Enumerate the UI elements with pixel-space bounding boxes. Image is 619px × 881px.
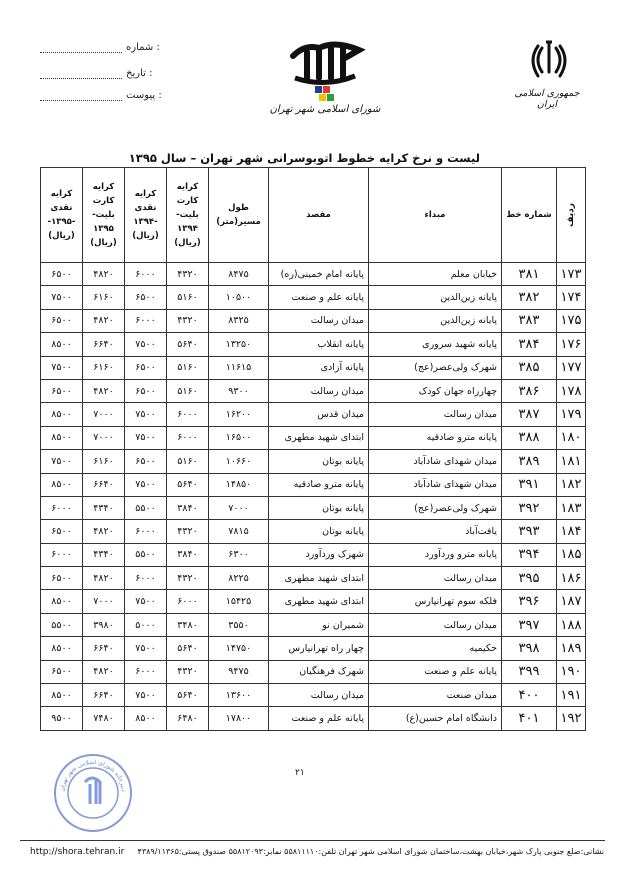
cell-destination: شهرک فرهنگیان xyxy=(269,660,369,683)
cell-length: ۱۴۸۵۰ xyxy=(209,473,269,496)
cell-origin: پایانه مترو صادقیه xyxy=(369,426,502,449)
table-row xyxy=(41,520,586,543)
cell-card-1394: ۴۳۲۰ xyxy=(167,309,209,332)
cell-cash-1394: ۶۰۰۰ xyxy=(125,263,167,286)
cell-card-1395: ۴۸۲۰ xyxy=(83,567,125,590)
cell-origin: حکیمیه xyxy=(369,637,502,660)
cell-destination: میدان رسالت xyxy=(269,379,369,402)
cell-card-1394: ۴۳۲۰ xyxy=(167,660,209,683)
cell-card-1395: ۷۰۰۰ xyxy=(83,590,125,613)
cell-cash-1394: ۵۵۰۰ xyxy=(125,543,167,566)
cell-cash-1394: ۸۵۰۰ xyxy=(125,707,167,730)
table-header-row xyxy=(41,168,586,263)
cell-origin: پایانه زین‌الدین xyxy=(369,286,502,309)
cell-row-no: ۱۹۰ xyxy=(557,660,586,683)
cell-card-1395: ۶۶۴۰ xyxy=(83,473,125,496)
cell-card-1395: ۴۸۲۰ xyxy=(83,263,125,286)
cell-row-no: ۱۸۰ xyxy=(557,426,586,449)
cell-cash-1394: ۶۰۰۰ xyxy=(125,520,167,543)
table-row xyxy=(41,496,586,519)
cell-origin: دانشگاه امام حسین(ع) xyxy=(369,707,502,730)
cell-destination: میدان رسالت xyxy=(269,684,369,707)
cell-destination: پایانه علم و صنعت xyxy=(269,707,369,730)
table-row xyxy=(41,590,586,613)
cell-cash-1395: ۸۵۰۰ xyxy=(41,333,83,356)
cell-length: ۹۴۷۵ xyxy=(209,660,269,683)
cell-destination: ابتدای شهید مطهری xyxy=(269,426,369,449)
council-logo-icon xyxy=(285,38,365,108)
cell-card-1394: ۳۸۴۰ xyxy=(167,496,209,519)
cell-line-no: ۳۹۱ xyxy=(502,473,557,496)
cell-length: ۸۴۷۵ xyxy=(209,263,269,286)
cell-origin: میدان صنعت xyxy=(369,684,502,707)
cell-origin: شهرک ولی‌عصر(عج) xyxy=(369,496,502,519)
cell-card-1395: ۶۶۴۰ xyxy=(83,333,125,356)
cell-row-no: ۱۸۲ xyxy=(557,473,586,496)
cell-line-no: ۳۹۴ xyxy=(502,543,557,566)
fare-table xyxy=(40,167,586,731)
cell-row-no: ۱۸۳ xyxy=(557,496,586,519)
cell-line-no: ۳۸۲ xyxy=(502,286,557,309)
cell-origin: پایانه مترو وردآورد xyxy=(369,543,502,566)
page-number: ۲۱ xyxy=(295,768,305,778)
cell-line-no: ۳۹۷ xyxy=(502,613,557,636)
cell-destination: پایانه انقلاب xyxy=(269,333,369,356)
header-cash-1395: کرایه نقدی -۱۳۹۵- (ریال) xyxy=(41,168,83,263)
cell-line-no: ۳۹۳ xyxy=(502,520,557,543)
cell-card-1394: ۵۱۶۰ xyxy=(167,450,209,473)
cell-destination: ابتدای شهید مطهری xyxy=(269,567,369,590)
cell-cash-1395: ۶۵۰۰ xyxy=(41,520,83,543)
cell-length: ۱۳۲۵۰ xyxy=(209,333,269,356)
cell-length: ۷۰۰۰ xyxy=(209,496,269,519)
cell-line-no: ۳۸۵ xyxy=(502,356,557,379)
cell-card-1394: ۴۳۲۰ xyxy=(167,263,209,286)
logo-tile-yellow xyxy=(319,94,326,101)
table-row xyxy=(41,309,586,332)
cell-card-1394: ۶۴۸۰ xyxy=(167,707,209,730)
cell-cash-1394: ۶۰۰۰ xyxy=(125,309,167,332)
header-line-no: شماره خط xyxy=(502,168,557,263)
council-stamp xyxy=(52,752,134,834)
table-row xyxy=(41,333,586,356)
cell-length: ۸۳۲۵ xyxy=(209,309,269,332)
cell-length: ۱۶۵۰۰ xyxy=(209,426,269,449)
cell-card-1395: ۶۱۶۰ xyxy=(83,286,125,309)
table-row xyxy=(41,613,586,636)
table-row xyxy=(41,426,586,449)
cell-length: ۷۸۱۵ xyxy=(209,520,269,543)
cell-line-no: ۳۹۲ xyxy=(502,496,557,519)
cell-destination: شهرک وردآورد xyxy=(269,543,369,566)
cell-cash-1395: ۶۰۰۰ xyxy=(41,496,83,519)
cell-cash-1395: ۸۵۰۰ xyxy=(41,637,83,660)
cell-destination: پایانه علم و صنعت xyxy=(269,286,369,309)
cell-card-1394: ۶۰۰۰ xyxy=(167,426,209,449)
cell-length: ۶۳۰۰ xyxy=(209,543,269,566)
cell-length: ۱۷۸۰۰ xyxy=(209,707,269,730)
cell-line-no: ۴۰۱ xyxy=(502,707,557,730)
cell-row-no: ۱۷۹ xyxy=(557,403,586,426)
cell-line-no: ۳۸۷ xyxy=(502,403,557,426)
cell-card-1395: ۶۶۴۰ xyxy=(83,684,125,707)
cell-line-no: ۴۰۰ xyxy=(502,684,557,707)
cell-origin: پایانه علم و صنعت xyxy=(369,660,502,683)
cell-length: ۱۰۵۰۰ xyxy=(209,286,269,309)
cell-destination: پایانه مترو صادقیه xyxy=(269,473,369,496)
cell-length: ۱۱۶۱۵ xyxy=(209,356,269,379)
cell-card-1394: ۵۶۴۰ xyxy=(167,637,209,660)
cell-card-1394: ۶۰۰۰ xyxy=(167,403,209,426)
table-row xyxy=(41,379,586,402)
table-row xyxy=(41,660,586,683)
cell-card-1395: ۷۰۰۰ xyxy=(83,426,125,449)
cell-cash-1394: ۶۵۰۰ xyxy=(125,356,167,379)
cell-card-1394: ۳۴۸۰ xyxy=(167,613,209,636)
cell-cash-1394: ۶۵۰۰ xyxy=(125,286,167,309)
cell-cash-1395: ۶۵۰۰ xyxy=(41,309,83,332)
table-row xyxy=(41,286,586,309)
cell-length: ۱۰۶۶۰ xyxy=(209,450,269,473)
cell-row-no: ۱۸۱ xyxy=(557,450,586,473)
date-field xyxy=(40,68,152,79)
cell-card-1395: ۶۱۶۰ xyxy=(83,450,125,473)
table-row xyxy=(41,567,586,590)
number-label: شماره : xyxy=(126,42,160,53)
cell-origin: شهرک ولی‌عصر(عج) xyxy=(369,356,502,379)
cell-cash-1394: ۶۵۰۰ xyxy=(125,450,167,473)
cell-card-1395: ۴۸۲۰ xyxy=(83,379,125,402)
cell-destination: پایانه آزادی xyxy=(269,356,369,379)
cell-card-1395: ۴۳۴۰ xyxy=(83,496,125,519)
table-row xyxy=(41,450,586,473)
cell-origin: خیابان معلم xyxy=(369,263,502,286)
date-label: تاریخ : xyxy=(126,68,153,79)
stamp-text: دبیرخانه شورای اسلامی شهر تهران xyxy=(58,758,127,793)
cell-cash-1394: ۷۵۰۰ xyxy=(125,590,167,613)
cell-cash-1395: ۶۵۰۰ xyxy=(41,263,83,286)
footer-address: نشانی:ضلع جنوبی پارک شهر،خیابان بهشت،ساختمان شورای اسلامی شهر تهران تلفن:۵۵۸۱۱۱۱۰ نمابر:۵۵۸۱۲۰۹۳ صندوق پستی:۴۳۸۹/۱۱۳۶۵ xyxy=(137,847,604,856)
cell-row-no: ۱۷۸ xyxy=(557,379,586,402)
cell-destination: ابتدای شهید مطهری xyxy=(269,590,369,613)
national-emblem-icon xyxy=(528,38,570,82)
table-row xyxy=(41,356,586,379)
table-row xyxy=(41,637,586,660)
cell-line-no: ۳۸۸ xyxy=(502,426,557,449)
cell-cash-1395: ۸۵۰۰ xyxy=(41,684,83,707)
cell-row-no: ۱۷۶ xyxy=(557,333,586,356)
header-row-no: ردیف xyxy=(557,168,586,263)
cell-destination: پایانه بوتان xyxy=(269,450,369,473)
cell-destination: شمیران نو xyxy=(269,613,369,636)
cell-cash-1395: ۸۵۰۰ xyxy=(41,473,83,496)
cell-cash-1395: ۷۵۰۰ xyxy=(41,286,83,309)
cell-line-no: ۳۸۱ xyxy=(502,263,557,286)
cell-origin: یافت‌آباد xyxy=(369,520,502,543)
cell-origin: میدان شهدای شادآباد xyxy=(369,473,502,496)
cell-row-no: ۱۹۲ xyxy=(557,707,586,730)
footer-url[interactable]: http://shora.tehran.ir xyxy=(30,847,125,857)
cell-line-no: ۳۹۹ xyxy=(502,660,557,683)
cell-origin: میدان رسالت xyxy=(369,403,502,426)
country-name: جمهوری اسلامی ایران xyxy=(514,88,580,110)
cell-cash-1395: ۸۵۰۰ xyxy=(41,403,83,426)
cell-card-1394: ۴۳۲۰ xyxy=(167,520,209,543)
cell-line-no: ۳۸۶ xyxy=(502,379,557,402)
cell-destination: میدان قدس xyxy=(269,403,369,426)
council-name: شورای اسلامی شهر تهران xyxy=(269,104,381,115)
cell-row-no: ۱۸۴ xyxy=(557,520,586,543)
cell-line-no: ۳۹۸ xyxy=(502,637,557,660)
header-origin: مبداء xyxy=(369,168,502,263)
header-destination: مقصد xyxy=(269,168,369,263)
cell-card-1395: ۶۱۶۰ xyxy=(83,356,125,379)
attachment-label: پیوست : xyxy=(126,90,162,101)
cell-line-no: ۳۹۵ xyxy=(502,567,557,590)
cell-cash-1395: ۶۵۰۰ xyxy=(41,379,83,402)
cell-card-1394: ۳۸۴۰ xyxy=(167,543,209,566)
cell-cash-1394: ۷۵۰۰ xyxy=(125,473,167,496)
cell-card-1394: ۴۳۲۰ xyxy=(167,567,209,590)
cell-destination: چهار راه تهرانپارس xyxy=(269,637,369,660)
footer-divider xyxy=(20,840,605,841)
cell-destination: میدان رسالت xyxy=(269,309,369,332)
cell-row-no: ۱۸۷ xyxy=(557,590,586,613)
cell-cash-1395: ۸۵۰۰ xyxy=(41,426,83,449)
cell-origin: فلکه سوم تهرانپارس xyxy=(369,590,502,613)
cell-destination: پایانه بوتان xyxy=(269,520,369,543)
cell-card-1395: ۶۶۴۰ xyxy=(83,637,125,660)
cell-card-1395: ۴۸۲۰ xyxy=(83,660,125,683)
cell-card-1394: ۵۶۴۰ xyxy=(167,684,209,707)
cell-length: ۱۵۴۲۵ xyxy=(209,590,269,613)
cell-card-1395: ۴۸۲۰ xyxy=(83,520,125,543)
attachment-field xyxy=(40,90,162,101)
cell-row-no: ۱۸۹ xyxy=(557,637,586,660)
cell-card-1395: ۴۳۴۰ xyxy=(83,543,125,566)
cell-row-no: ۱۷۳ xyxy=(557,263,586,286)
cell-card-1394: ۵۶۴۰ xyxy=(167,333,209,356)
cell-row-no: ۱۸۵ xyxy=(557,543,586,566)
cell-line-no: ۳۸۹ xyxy=(502,450,557,473)
header-length: طول مسیر(متر) xyxy=(209,168,269,263)
cell-card-1394: ۵۱۶۰ xyxy=(167,379,209,402)
logo-tile-green xyxy=(327,94,334,101)
cell-cash-1394: ۶۰۰۰ xyxy=(125,567,167,590)
cell-cash-1394: ۷۵۰۰ xyxy=(125,403,167,426)
table-row xyxy=(41,707,586,730)
table-row xyxy=(41,473,586,496)
cell-row-no: ۱۸۶ xyxy=(557,567,586,590)
cell-cash-1394: ۷۵۰۰ xyxy=(125,333,167,356)
cell-cash-1395: ۵۵۰۰ xyxy=(41,613,83,636)
cell-cash-1395: ۷۵۰۰ xyxy=(41,450,83,473)
cell-card-1395: ۴۸۲۰ xyxy=(83,309,125,332)
cell-origin: میدان شهدای شادآباد xyxy=(369,450,502,473)
cell-cash-1394: ۶۵۰۰ xyxy=(125,379,167,402)
cell-length: ۳۵۵۰ xyxy=(209,613,269,636)
cell-row-no: ۱۹۱ xyxy=(557,684,586,707)
cell-line-no: ۳۹۶ xyxy=(502,590,557,613)
cell-card-1395: ۷۴۸۰ xyxy=(83,707,125,730)
cell-row-no: ۱۸۸ xyxy=(557,613,586,636)
cell-cash-1394: ۵۵۰۰ xyxy=(125,496,167,519)
cell-destination: پایانه بوتان xyxy=(269,496,369,519)
cell-row-no: ۱۷۴ xyxy=(557,286,586,309)
cell-row-no: ۱۷۵ xyxy=(557,309,586,332)
header-card-1394: کرایه کارت بلیت- ۱۳۹۴ (ریال) xyxy=(167,168,209,263)
number-field xyxy=(40,42,160,53)
cell-cash-1395: ۶۵۰۰ xyxy=(41,567,83,590)
cell-cash-1395: ۶۰۰۰ xyxy=(41,543,83,566)
table-row xyxy=(41,543,586,566)
header-cash-1394: کرایه نقدی -۱۳۹۴ (ریال) xyxy=(125,168,167,263)
cell-card-1394: ۵۶۴۰ xyxy=(167,473,209,496)
cell-card-1394: ۵۱۶۰ xyxy=(167,286,209,309)
cell-card-1395: ۳۹۸۰ xyxy=(83,613,125,636)
table-row xyxy=(41,403,586,426)
cell-length: ۹۳۰۰ xyxy=(209,379,269,402)
cell-origin: میدان رسالت xyxy=(369,567,502,590)
header-card-1395: کرایه کارت بلیت- ۱۳۹۵ (ریال) xyxy=(83,168,125,263)
cell-cash-1394: ۷۵۰۰ xyxy=(125,637,167,660)
cell-cash-1395: ۶۵۰۰ xyxy=(41,660,83,683)
attachment-line xyxy=(40,91,122,101)
cell-length: ۸۲۲۵ xyxy=(209,567,269,590)
cell-length: ۱۶۲۰۰ xyxy=(209,403,269,426)
cell-length: ۱۳۶۰۰ xyxy=(209,684,269,707)
cell-length: ۱۴۷۵۰ xyxy=(209,637,269,660)
cell-cash-1394: ۷۵۰۰ xyxy=(125,426,167,449)
logo-tile-blue xyxy=(315,86,322,93)
cell-origin: پایانه زین‌الدین xyxy=(369,309,502,332)
cell-cash-1395: ۷۵۰۰ xyxy=(41,356,83,379)
cell-cash-1394: ۷۵۰۰ xyxy=(125,684,167,707)
cell-cash-1395: ۹۵۰۰ xyxy=(41,707,83,730)
table-row xyxy=(41,684,586,707)
cell-cash-1394: ۶۰۰۰ xyxy=(125,660,167,683)
cell-row-no: ۱۷۷ xyxy=(557,356,586,379)
cell-cash-1395: ۸۵۰۰ xyxy=(41,590,83,613)
date-line xyxy=(40,69,122,79)
cell-card-1395: ۷۰۰۰ xyxy=(83,403,125,426)
cell-origin: چهارراه جهان کودک xyxy=(369,379,502,402)
cell-destination: پایانه امام خمینی(ره) xyxy=(269,263,369,286)
cell-line-no: ۳۸۳ xyxy=(502,309,557,332)
logo-tile-red xyxy=(323,86,330,93)
cell-origin: پایانه شهید سروری xyxy=(369,333,502,356)
cell-origin: میدان رسالت xyxy=(369,613,502,636)
cell-card-1394: ۶۰۰۰ xyxy=(167,590,209,613)
document-title: لیست و نرخ کرایه خطوط اتوبوسرانی شهر تهران – سال ۱۳۹۵ xyxy=(128,151,480,165)
number-line xyxy=(40,43,122,53)
cell-cash-1394: ۵۰۰۰ xyxy=(125,613,167,636)
cell-card-1394: ۵۱۶۰ xyxy=(167,356,209,379)
table-row xyxy=(41,263,586,286)
cell-line-no: ۳۸۴ xyxy=(502,333,557,356)
